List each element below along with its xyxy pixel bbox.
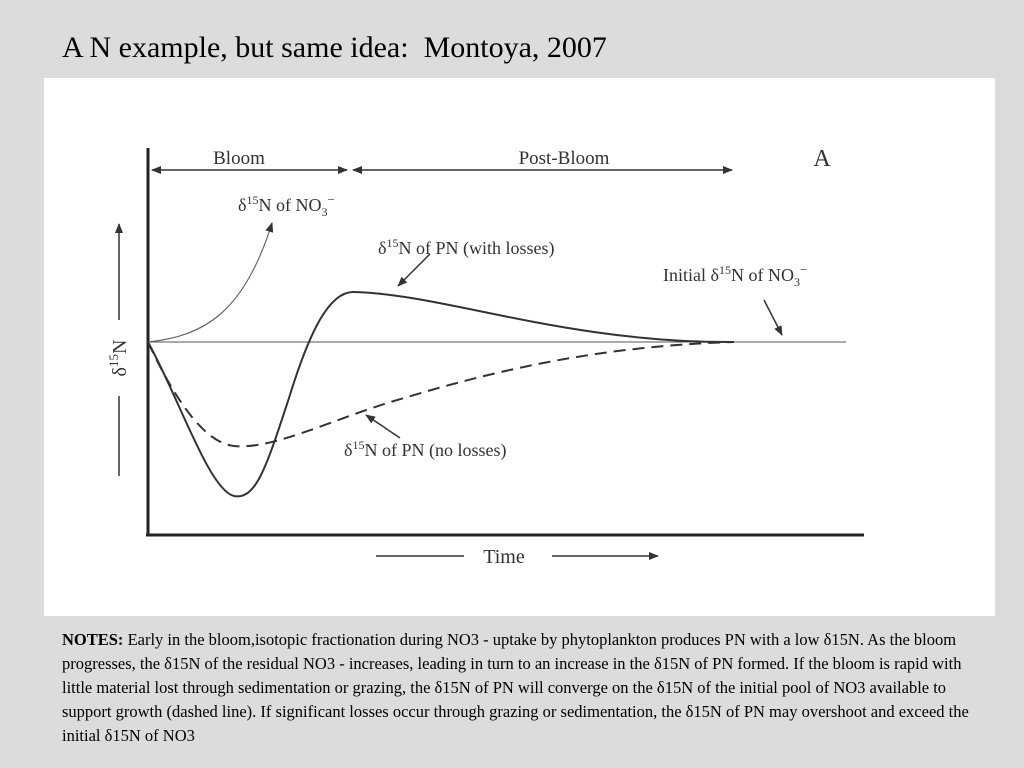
pn-with-losses-curve bbox=[148, 292, 734, 496]
bloom-label: Bloom bbox=[213, 148, 265, 169]
pn-with-losses-label: $\delta^{15}N$ of PN (with losses) bbox=[378, 236, 555, 258]
notes-body: Early in the bloom,isotopic fractionation during NO3 - uptake by phytoplankton produces PN with a low δ15N. As the bloom progresses, the δ15N of the residual NO3 - increases, leading in turn to an increase in the δ15N of PN formed. If the bloom is rapid with little material lost through sedimentation or grazing, the δ15N of PN will converge on the δ15N of the initial pool of NO3 available to support growth (dashed line). If significant losses occur through grazing or sedimentation, the δ15N of PN may overshoot and exceed the initial δ15N of NO3 bbox=[62, 630, 969, 745]
y-axis-label: $\delta^{15}N$ bbox=[106, 339, 131, 377]
pn-no-losses-curve bbox=[148, 342, 734, 446]
initial-no3-label-arrow bbox=[764, 300, 782, 335]
pn-no-losses-label-arrow bbox=[366, 415, 400, 438]
isotope-diagram bbox=[44, 78, 995, 616]
no3-curve bbox=[148, 223, 272, 342]
figure-panel bbox=[44, 78, 995, 616]
pn-no-losses-label: $\delta^{15}N$ of PN (no losses) bbox=[344, 438, 507, 460]
initial-no3-label: Initial $\delta^{15}N$ of $NO_3^-$ bbox=[663, 262, 808, 289]
notes-heading: NOTES: bbox=[62, 630, 124, 649]
x-axis-label: Time bbox=[483, 546, 525, 568]
slide-title: A N example, but same idea: Montoya, 2007 bbox=[62, 31, 607, 64]
no3-curve-label: $\delta^{15}N$ of $NO_3^-$ bbox=[238, 192, 335, 219]
panel-letter: A bbox=[813, 146, 831, 172]
post-bloom-label: Post-Bloom bbox=[518, 148, 610, 169]
pn-with-losses-label-arrow bbox=[398, 254, 430, 286]
notes-paragraph bbox=[62, 628, 982, 748]
